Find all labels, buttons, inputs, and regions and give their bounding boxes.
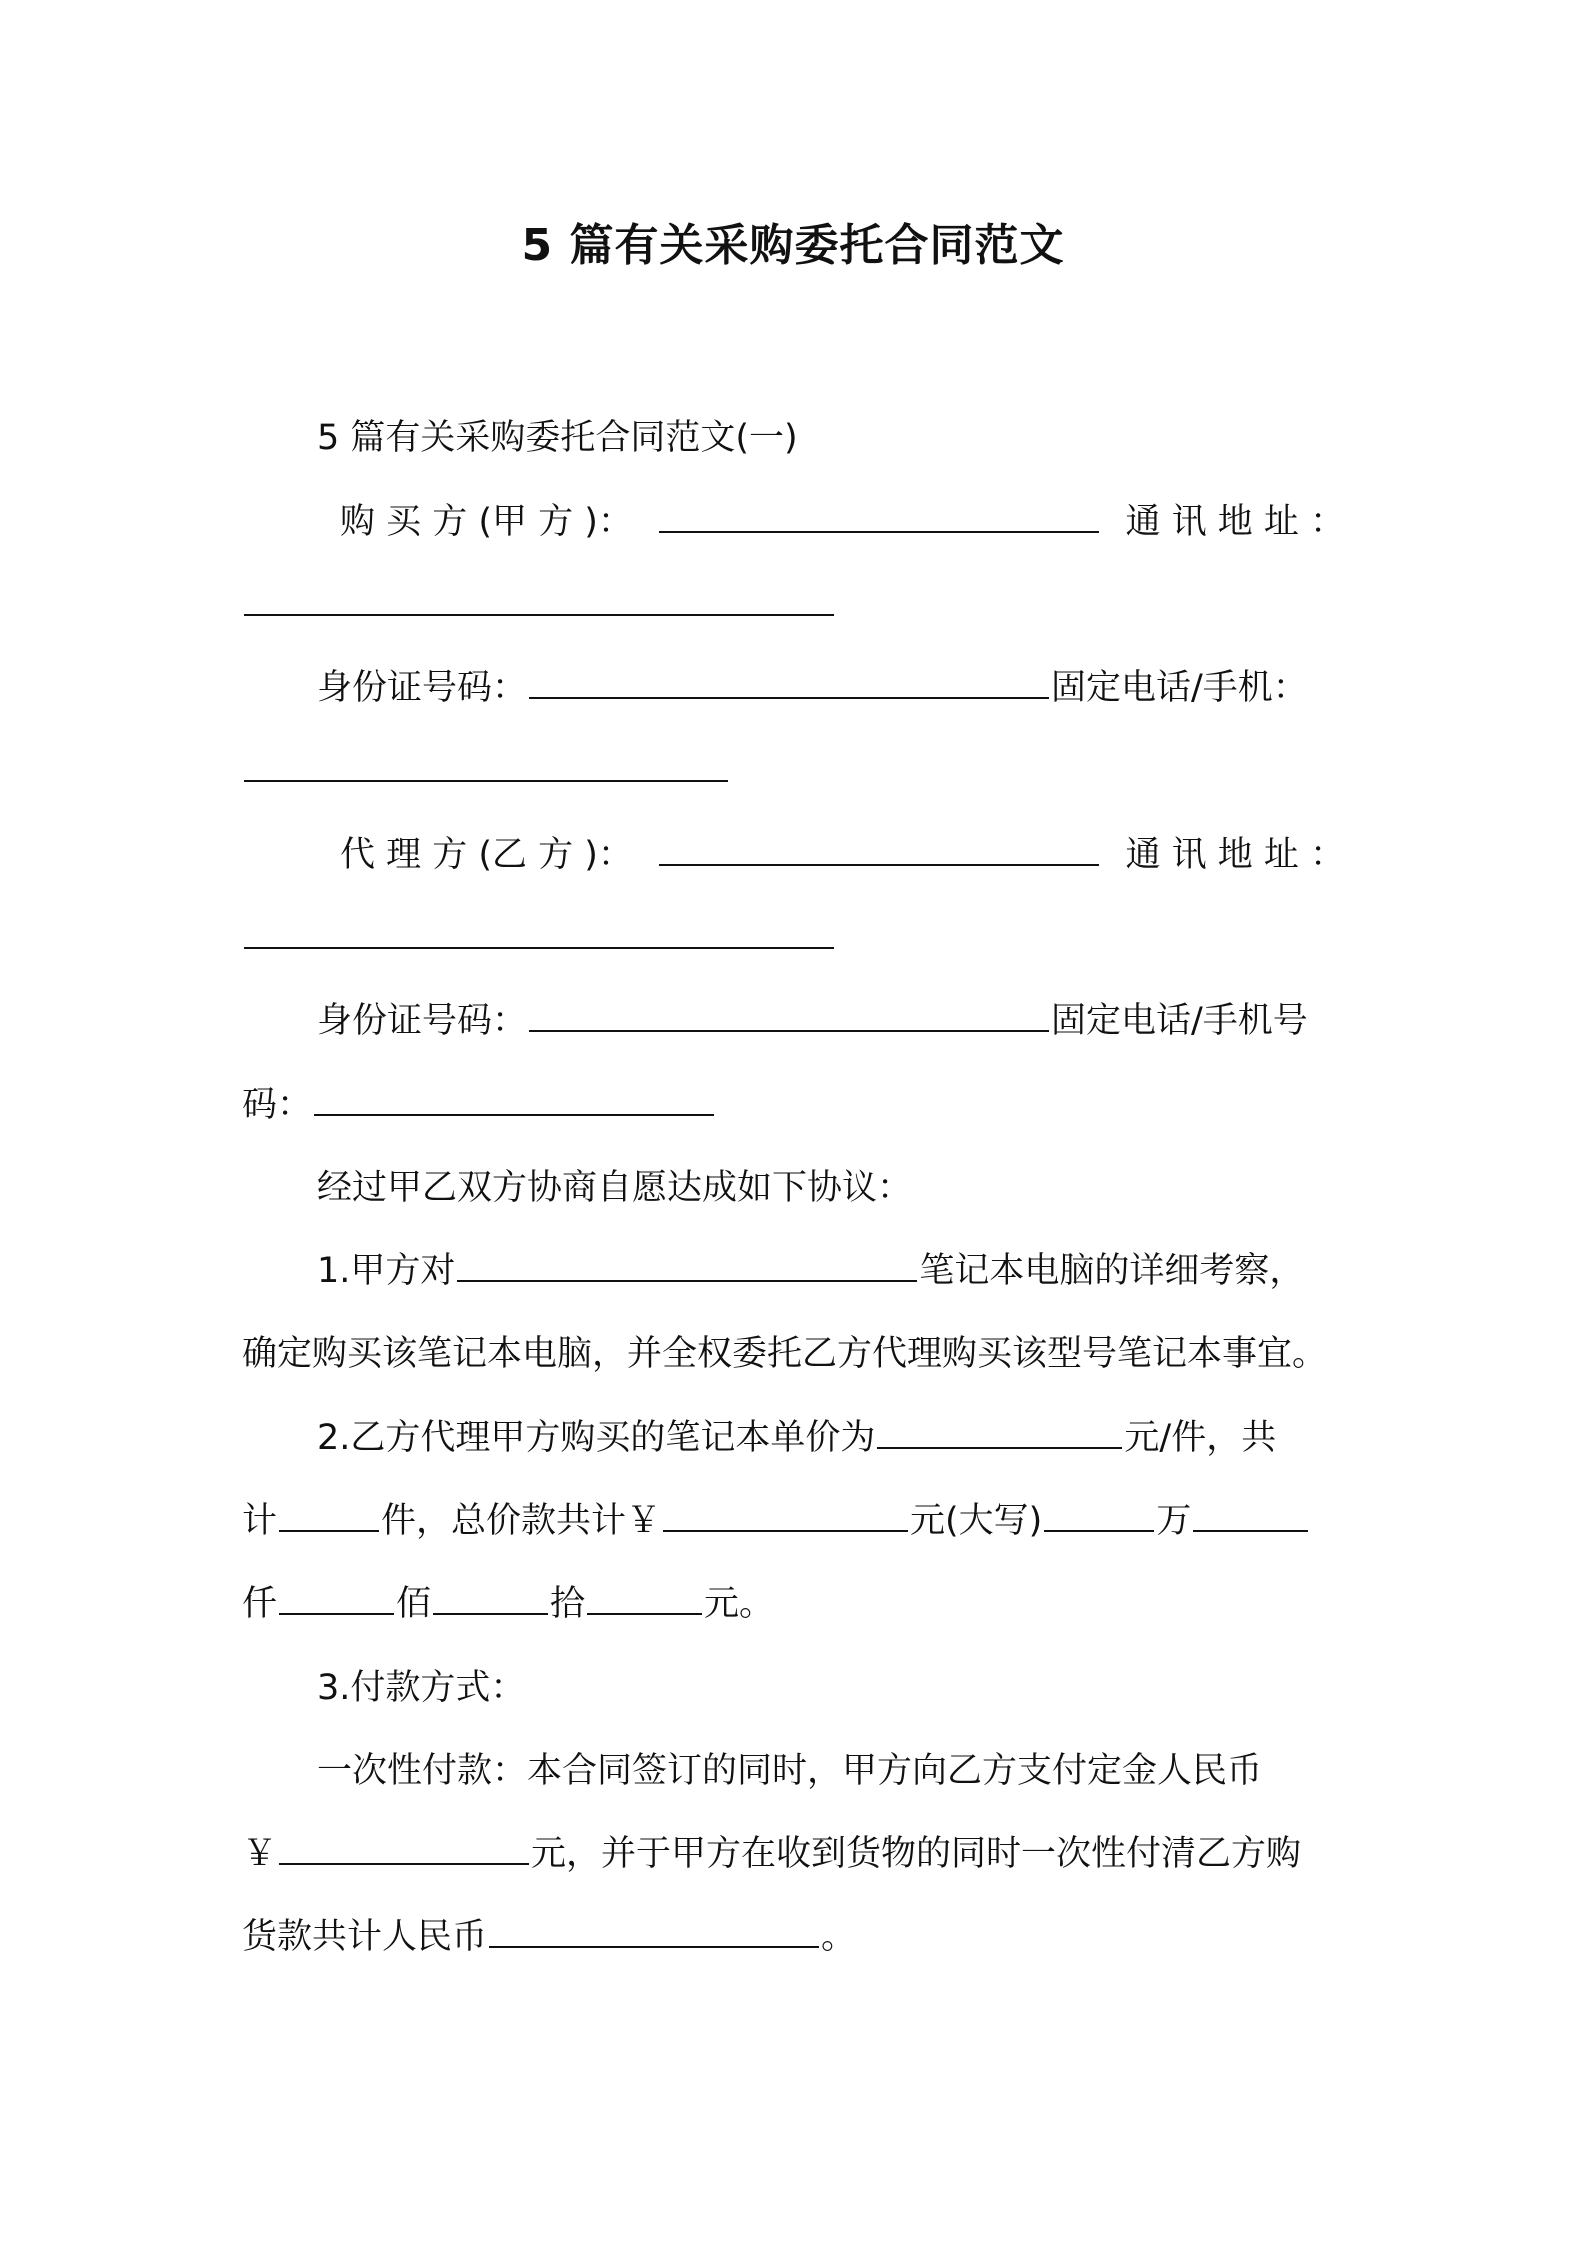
payment-line-2 [242, 1829, 1301, 1879]
buyer-label: 购 买 方 (甲 方 )： [340, 502, 633, 542]
clause-3-heading: 3.付款方式： [317, 1668, 526, 1708]
clause-2-line-2 [242, 1496, 1310, 1546]
agent-address-blank [244, 913, 834, 949]
clause-2-text-d: 件，总价款共计￥ [381, 1501, 662, 1541]
buyer-id-label: 身份证号码： [317, 668, 528, 708]
agent-phone-blank [314, 1080, 714, 1116]
clause-2-text-i: 拾 [550, 1584, 586, 1624]
total-payment-blank [489, 1912, 819, 1948]
total-price-blank [663, 1496, 908, 1532]
qian-blank [279, 1579, 394, 1615]
buyer-address-label: 通 讯 地 址 ： [1125, 502, 1345, 542]
buyer-address-blank [244, 580, 834, 616]
clause-1-line-2: 确定购买该笔记本电脑，并全权委托乙方代理购买该型号笔记本事宜。 [242, 1334, 1328, 1374]
buyer-address-row [242, 580, 836, 630]
section-heading: 5 篇有关采购委托合同范文(一) [317, 418, 798, 458]
agent-id-blank [529, 996, 1049, 1032]
buyer-phone-row [242, 746, 730, 796]
clause-1-blank [457, 1246, 917, 1282]
shi-blank [587, 1579, 702, 1615]
deposit-blank [279, 1829, 529, 1865]
payment-text-e: 。 [821, 1917, 857, 1957]
payment-line-3 [242, 1912, 856, 1962]
wan-blank [1044, 1496, 1154, 1532]
unit-price-blank [877, 1413, 1122, 1449]
buyer-row [340, 497, 1345, 547]
agent-address-row [242, 913, 836, 963]
agent-address-label: 通 讯 地 址 ： [1125, 835, 1345, 875]
clause-2-text-c: 计 [242, 1501, 278, 1541]
bai-blank [433, 1579, 548, 1615]
quantity-blank [279, 1496, 379, 1532]
agent-id-label: 身份证号码： [317, 1001, 528, 1041]
payment-line-1: 一次性付款：本合同签订的同时，甲方向乙方支付定金人民币 [317, 1751, 1263, 1791]
agent-name-blank [659, 830, 1099, 866]
clause-2-line-1 [317, 1413, 1276, 1463]
clause-2-text-f: 万 [1156, 1501, 1192, 1541]
clause-1-line-1 [317, 1246, 1304, 1296]
document-title: 5 篇有关采购委托合同范文 [521, 220, 1065, 271]
clause-2-text-e: 元(大写) [910, 1501, 1043, 1541]
qian-blank-lead [1193, 1496, 1308, 1532]
payment-text-d: 货款共计人民币 [242, 1917, 488, 1957]
clause-1-text-a: 1.甲方对 [317, 1251, 456, 1291]
buyer-phone-label: 固定电话/手机： [1051, 668, 1308, 708]
agreement-intro: 经过甲乙双方协商自愿达成如下协议： [317, 1168, 913, 1208]
clause-2-text-h: 佰 [396, 1584, 432, 1624]
clause-2-text-g: 仟 [242, 1584, 278, 1624]
agent-phone-row [242, 1080, 716, 1130]
buyer-name-blank [659, 497, 1099, 533]
clause-2-text-b: 元/件，共 [1124, 1418, 1277, 1458]
payment-text-b: ￥ [242, 1834, 278, 1874]
clause-1-text-b: 笔记本电脑的详细考察， [919, 1251, 1305, 1291]
clause-2-text-j: 元。 [704, 1584, 775, 1624]
buyer-id-blank [529, 663, 1049, 699]
agent-id-row [317, 996, 1308, 1046]
clause-2-text-a: 2.乙方代理甲方购买的笔记本单价为 [317, 1418, 876, 1458]
agent-phone-label: 固定电话/手机号 [1051, 1001, 1308, 1041]
agent-label: 代 理 方 (乙 方 )： [340, 835, 633, 875]
agent-row [340, 830, 1345, 880]
clause-2-line-3 [242, 1579, 774, 1629]
buyer-phone-blank [244, 746, 728, 782]
buyer-id-row [317, 663, 1308, 713]
agent-phone-label-cont: 码： [242, 1085, 313, 1125]
payment-text-c: 元，并于甲方在收到货物的同时一次性付清乙方购 [531, 1834, 1302, 1874]
